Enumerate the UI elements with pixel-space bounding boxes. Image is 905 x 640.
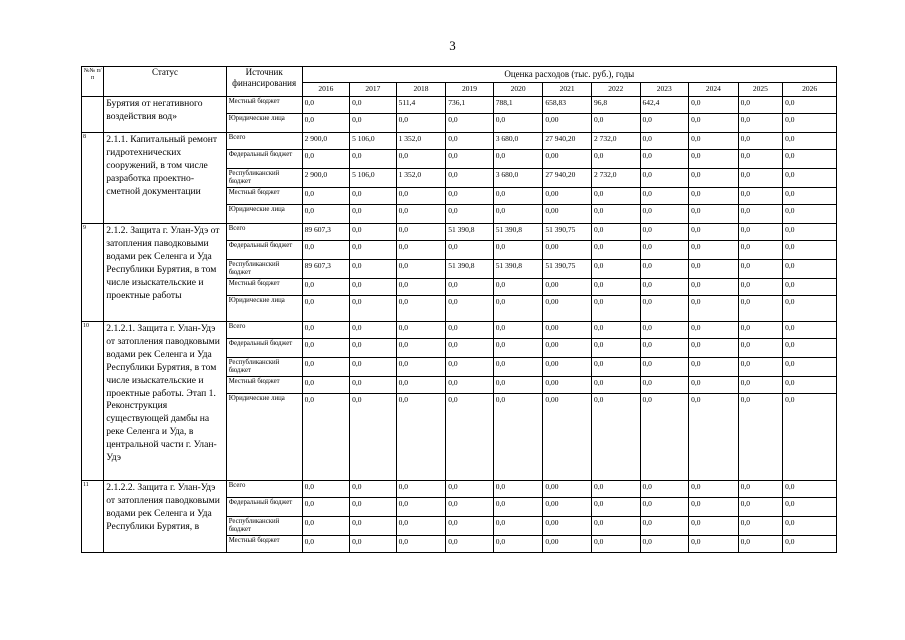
- amount-cell: 0,0: [302, 322, 350, 339]
- amount-cell: 0,0: [446, 169, 494, 188]
- amount-cell: 0,0: [640, 260, 689, 279]
- row-number: 10: [82, 322, 104, 481]
- amount-cell: 0,0: [783, 260, 837, 279]
- amount-cell: 0,0: [738, 169, 783, 188]
- amount-cell: 0,00: [543, 114, 592, 133]
- expenses-table: [81, 66, 837, 553]
- amount-cell: 0,0: [350, 97, 397, 114]
- funding-source: Всего: [226, 133, 302, 150]
- amount-cell: 0,0: [493, 377, 543, 394]
- amount-cell: 0,0: [591, 358, 640, 377]
- amount-cell: 0,00: [543, 241, 592, 260]
- amount-cell: 0,0: [689, 169, 739, 188]
- amount-cell: 2 732,0: [591, 133, 640, 150]
- amount-cell: 0,0: [783, 114, 837, 133]
- row-number: 11: [82, 481, 104, 553]
- amount-cell: 0,00: [543, 205, 592, 224]
- amount-cell: 0,0: [738, 188, 783, 205]
- amount-cell: 0,0: [689, 339, 739, 358]
- header-status: Статус: [104, 67, 226, 97]
- amount-cell: 0,0: [302, 339, 350, 358]
- amount-cell: 0,0: [350, 536, 397, 553]
- amount-cell: 0,0: [640, 241, 689, 260]
- amount-cell: 0,0: [783, 150, 837, 169]
- amount-cell: 0,0: [350, 339, 397, 358]
- amount-cell: 0,0: [689, 97, 739, 114]
- amount-cell: 0,0: [446, 279, 494, 296]
- table-row: [82, 322, 837, 339]
- amount-cell: 0,0: [689, 224, 739, 241]
- funding-source: Республиканский бюджет: [226, 169, 302, 188]
- table-row: [82, 481, 837, 498]
- amount-cell: 51 390,8: [446, 260, 494, 279]
- amount-cell: 0,0: [738, 150, 783, 169]
- amount-cell: 0,0: [738, 358, 783, 377]
- amount-cell: 0,0: [350, 296, 397, 322]
- amount-cell: 0,0: [446, 296, 494, 322]
- amount-cell: 0,0: [493, 205, 543, 224]
- amount-cell: 0,0: [350, 188, 397, 205]
- amount-cell: 27 940,20: [543, 133, 592, 150]
- amount-cell: 0,0: [591, 498, 640, 517]
- amount-cell: 0,0: [396, 205, 446, 224]
- amount-cell: 0,0: [350, 377, 397, 394]
- amount-cell: 1 352,0: [396, 169, 446, 188]
- year-header: 2018: [396, 83, 446, 97]
- funding-source: Юридические лица: [226, 114, 302, 133]
- amount-cell: 0,00: [543, 322, 592, 339]
- amount-cell: 0,0: [591, 224, 640, 241]
- amount-cell: 0,0: [591, 339, 640, 358]
- funding-source: Юридические лица: [226, 296, 302, 322]
- amount-cell: 0,0: [302, 114, 350, 133]
- amount-cell: 0,0: [783, 296, 837, 322]
- amount-cell: 0,0: [493, 296, 543, 322]
- amount-cell: 0,0: [446, 339, 494, 358]
- amount-cell: 0,0: [640, 394, 689, 481]
- amount-cell: 0,0: [446, 481, 494, 498]
- amount-cell: 0,0: [738, 498, 783, 517]
- funding-source: Республиканский бюджет: [226, 517, 302, 536]
- amount-cell: 0,0: [640, 358, 689, 377]
- amount-cell: 0,0: [302, 188, 350, 205]
- amount-cell: 0,0: [396, 241, 446, 260]
- amount-cell: 0,0: [446, 150, 494, 169]
- amount-cell: 0,0: [302, 296, 350, 322]
- amount-cell: 0,0: [493, 358, 543, 377]
- page-number: 3: [449, 38, 456, 53]
- table-row: [82, 133, 837, 150]
- amount-cell: 0,0: [350, 498, 397, 517]
- amount-cell: 0,0: [640, 224, 689, 241]
- amount-cell: 51 390,8: [446, 224, 494, 241]
- amount-cell: 0,0: [350, 241, 397, 260]
- amount-cell: 0,00: [543, 517, 592, 536]
- year-header: 2016: [302, 83, 350, 97]
- amount-cell: 1 352,0: [396, 133, 446, 150]
- amount-cell: 0,0: [350, 224, 397, 241]
- amount-cell: 511,4: [396, 97, 446, 114]
- funding-source: Местный бюджет: [226, 279, 302, 296]
- funding-source: Республиканский бюджет: [226, 260, 302, 279]
- amount-cell: 5 106,0: [350, 133, 397, 150]
- amount-cell: 0,0: [493, 394, 543, 481]
- row-number: 9: [82, 224, 104, 322]
- amount-cell: 0,0: [591, 279, 640, 296]
- amount-cell: 0,0: [493, 536, 543, 553]
- amount-cell: 0,0: [738, 241, 783, 260]
- amount-cell: 0,0: [689, 241, 739, 260]
- amount-cell: 0,0: [738, 481, 783, 498]
- amount-cell: 0,0: [493, 498, 543, 517]
- amount-cell: 0,0: [302, 377, 350, 394]
- amount-cell: 0,0: [689, 188, 739, 205]
- amount-cell: 2 900,0: [302, 133, 350, 150]
- amount-cell: 0,0: [350, 517, 397, 536]
- amount-cell: 0,0: [738, 114, 783, 133]
- amount-cell: 0,0: [783, 133, 837, 150]
- amount-cell: 0,0: [591, 114, 640, 133]
- amount-cell: 0,0: [396, 279, 446, 296]
- amount-cell: 0,0: [738, 224, 783, 241]
- amount-cell: 0,0: [591, 205, 640, 224]
- amount-cell: 0,0: [640, 114, 689, 133]
- amount-cell: 0,0: [689, 498, 739, 517]
- amount-cell: 0,0: [640, 133, 689, 150]
- amount-cell: 0,0: [783, 358, 837, 377]
- funding-source: Местный бюджет: [226, 188, 302, 205]
- amount-cell: 3 680,0: [493, 169, 543, 188]
- amount-cell: 0,0: [689, 205, 739, 224]
- amount-cell: 0,0: [302, 481, 350, 498]
- year-header: 2020: [493, 83, 543, 97]
- amount-cell: 0,0: [446, 205, 494, 224]
- year-header: 2022: [591, 83, 640, 97]
- amount-cell: 0,0: [591, 260, 640, 279]
- amount-cell: 96,8: [591, 97, 640, 114]
- amount-cell: 0,00: [543, 279, 592, 296]
- amount-cell: 0,0: [591, 241, 640, 260]
- funding-source: Юридические лица: [226, 205, 302, 224]
- amount-cell: 0,0: [689, 394, 739, 481]
- funding-source: Всего: [226, 322, 302, 339]
- amount-cell: 0,0: [302, 394, 350, 481]
- amount-cell: 0,0: [396, 358, 446, 377]
- amount-cell: 0,0: [640, 169, 689, 188]
- amount-cell: 0,0: [640, 322, 689, 339]
- amount-cell: 0,0: [493, 279, 543, 296]
- amount-cell: 0,0: [396, 498, 446, 517]
- amount-cell: 0,0: [446, 517, 494, 536]
- amount-cell: 0,0: [446, 133, 494, 150]
- funding-source: Всего: [226, 481, 302, 498]
- status-text: 2.1.1. Капитальный ремонт гидротехнических сооружений, в том числе разработка проектно-сметной документации: [104, 133, 226, 224]
- amount-cell: 0,0: [640, 498, 689, 517]
- amount-cell: 0,00: [543, 339, 592, 358]
- amount-cell: 0,0: [738, 377, 783, 394]
- amount-cell: 0,00: [543, 498, 592, 517]
- amount-cell: 0,0: [396, 150, 446, 169]
- amount-cell: 0,0: [302, 498, 350, 517]
- amount-cell: 0,0: [738, 322, 783, 339]
- amount-cell: 51 390,75: [543, 260, 592, 279]
- amount-cell: 0,0: [446, 394, 494, 481]
- amount-cell: 89 607,3: [302, 260, 350, 279]
- amount-cell: 0,0: [783, 97, 837, 114]
- amount-cell: 2 900,0: [302, 169, 350, 188]
- amount-cell: 0,0: [591, 188, 640, 205]
- amount-cell: 0,00: [543, 358, 592, 377]
- amount-cell: 658,83: [543, 97, 592, 114]
- amount-cell: 0,0: [783, 517, 837, 536]
- amount-cell: 0,0: [640, 279, 689, 296]
- amount-cell: 0,0: [591, 394, 640, 481]
- amount-cell: 0,0: [783, 339, 837, 358]
- amount-cell: 0,0: [640, 296, 689, 322]
- amount-cell: 51 390,8: [493, 224, 543, 241]
- amount-cell: 0,0: [446, 498, 494, 517]
- amount-cell: 0,0: [738, 536, 783, 553]
- table-row: [82, 97, 837, 114]
- amount-cell: 0,0: [738, 339, 783, 358]
- amount-cell: 0,0: [738, 517, 783, 536]
- amount-cell: 0,0: [446, 377, 494, 394]
- status-text: Бурятия от негативного воздействия вод»: [104, 97, 226, 133]
- amount-cell: 0,0: [738, 296, 783, 322]
- amount-cell: 0,0: [302, 358, 350, 377]
- amount-cell: 0,0: [689, 377, 739, 394]
- amount-cell: 0,00: [543, 188, 592, 205]
- amount-cell: 0,0: [350, 481, 397, 498]
- funding-source: Федеральный бюджет: [226, 150, 302, 169]
- funding-source: Юридические лица: [226, 394, 302, 481]
- amount-cell: 0,0: [350, 358, 397, 377]
- amount-cell: 0,0: [350, 150, 397, 169]
- amount-cell: 0,0: [689, 481, 739, 498]
- header-source: Источник финансирования: [226, 67, 302, 97]
- funding-source: Республиканский бюджет: [226, 358, 302, 377]
- amount-cell: 0,0: [493, 339, 543, 358]
- amount-cell: 0,0: [396, 377, 446, 394]
- amount-cell: 0,0: [493, 517, 543, 536]
- amount-cell: 0,0: [493, 114, 543, 133]
- amount-cell: 0,0: [783, 498, 837, 517]
- amount-cell: 0,0: [396, 339, 446, 358]
- amount-cell: 0,0: [446, 188, 494, 205]
- amount-cell: 0,0: [350, 260, 397, 279]
- amount-cell: 0,0: [493, 241, 543, 260]
- amount-cell: 0,0: [689, 133, 739, 150]
- amount-cell: 0,00: [543, 394, 592, 481]
- amount-cell: 0,0: [640, 205, 689, 224]
- amount-cell: 0,0: [302, 536, 350, 553]
- year-header: 2019: [446, 83, 494, 97]
- row-number: [82, 97, 104, 133]
- amount-cell: 51 390,8: [493, 260, 543, 279]
- amount-cell: 51 390,75: [543, 224, 592, 241]
- amount-cell: 0,0: [493, 150, 543, 169]
- status-text: 2.1.2. Защита г. Улан-Удэ от затопления паводковыми водами рек Селенга и Уда Республики Бурятия, в том числе изыскательские и проектные работы: [104, 224, 226, 322]
- amount-cell: 0,0: [640, 517, 689, 536]
- amount-cell: 0,00: [543, 377, 592, 394]
- amount-cell: 0,0: [689, 279, 739, 296]
- amount-cell: 0,0: [689, 517, 739, 536]
- amount-cell: 0,0: [689, 322, 739, 339]
- amount-cell: 0,0: [302, 517, 350, 536]
- funding-source: Местный бюджет: [226, 377, 302, 394]
- amount-cell: 0,0: [350, 205, 397, 224]
- amount-cell: 0,0: [446, 536, 494, 553]
- amount-cell: 0,0: [396, 296, 446, 322]
- amount-cell: 0,0: [396, 322, 446, 339]
- amount-cell: 0,0: [446, 241, 494, 260]
- amount-cell: 642,4: [640, 97, 689, 114]
- funding-source: Всего: [226, 224, 302, 241]
- amount-cell: 5 106,0: [350, 169, 397, 188]
- amount-cell: 0,0: [396, 260, 446, 279]
- amount-cell: 0,0: [396, 481, 446, 498]
- amount-cell: 0,0: [640, 150, 689, 169]
- amount-cell: 0,0: [640, 188, 689, 205]
- year-header: 2021: [543, 83, 592, 97]
- table-row: [82, 224, 837, 241]
- amount-cell: 0,0: [689, 114, 739, 133]
- amount-cell: 0,0: [783, 205, 837, 224]
- year-header: 2023: [640, 83, 689, 97]
- amount-cell: 0,0: [350, 322, 397, 339]
- amount-cell: 0,0: [738, 133, 783, 150]
- status-text: 2.1.2.1. Защита г. Улан-Удэ от затопления паводковыми водами рек Селенга и Уда Республики Бурятия, в том числе изыскательские и проектные работы. Этап 1. Реконструкция существующей дамбы на реке Селенга и Уда, в центральной части г. Улан-Удэ: [104, 322, 226, 481]
- amount-cell: 0,0: [783, 224, 837, 241]
- amount-cell: 0,0: [446, 358, 494, 377]
- amount-cell: 788,1: [493, 97, 543, 114]
- amount-cell: 2 732,0: [591, 169, 640, 188]
- amount-cell: 0,0: [396, 517, 446, 536]
- amount-cell: 0,0: [302, 150, 350, 169]
- amount-cell: 0,0: [350, 394, 397, 481]
- amount-cell: 0,0: [493, 188, 543, 205]
- amount-cell: 0,0: [783, 279, 837, 296]
- amount-cell: 0,0: [396, 114, 446, 133]
- amount-cell: 3 680,0: [493, 133, 543, 150]
- table-body: [82, 97, 837, 553]
- amount-cell: 0,0: [591, 536, 640, 553]
- amount-cell: 0,0: [738, 279, 783, 296]
- amount-cell: 0,0: [396, 188, 446, 205]
- funding-source: Местный бюджет: [226, 97, 302, 114]
- amount-cell: 0,0: [738, 394, 783, 481]
- year-header: 2024: [689, 83, 739, 97]
- year-header: 2017: [350, 83, 397, 97]
- amount-cell: 0,0: [446, 322, 494, 339]
- amount-cell: 0,0: [783, 188, 837, 205]
- amount-cell: 0,0: [783, 377, 837, 394]
- amount-cell: 0,00: [543, 536, 592, 553]
- amount-cell: 0,00: [543, 296, 592, 322]
- amount-cell: 0,0: [738, 97, 783, 114]
- amount-cell: 0,0: [591, 517, 640, 536]
- header-num: №№ п/п: [82, 67, 104, 97]
- funding-source: Федеральный бюджет: [226, 498, 302, 517]
- amount-cell: 27 940,20: [543, 169, 592, 188]
- amount-cell: 0,0: [396, 536, 446, 553]
- amount-cell: 0,0: [591, 322, 640, 339]
- amount-cell: 0,0: [689, 536, 739, 553]
- amount-cell: 0,0: [738, 205, 783, 224]
- amount-cell: 0,0: [591, 150, 640, 169]
- amount-cell: 0,0: [783, 481, 837, 498]
- header-row: [82, 67, 837, 83]
- amount-cell: 0,0: [302, 205, 350, 224]
- amount-cell: 0,0: [689, 358, 739, 377]
- header-estimate: Оценка расходов (тыс. руб.), годы: [302, 67, 836, 83]
- funding-source: Местный бюджет: [226, 536, 302, 553]
- amount-cell: 0,0: [396, 394, 446, 481]
- status-text: 2.1.2.2. Защита г. Улан-Удэ от затопления паводковыми водами рек Селенга и Уда Республики Бурятия, в: [104, 481, 226, 553]
- year-header: 2026: [783, 83, 837, 97]
- amount-cell: 0,0: [302, 97, 350, 114]
- amount-cell: 0,0: [783, 241, 837, 260]
- amount-cell: 0,0: [446, 114, 494, 133]
- amount-cell: 0,0: [640, 339, 689, 358]
- amount-cell: 0,0: [783, 169, 837, 188]
- amount-cell: 0,0: [640, 536, 689, 553]
- amount-cell: 0,0: [783, 536, 837, 553]
- amount-cell: 0,0: [689, 260, 739, 279]
- amount-cell: 0,0: [689, 296, 739, 322]
- amount-cell: 0,00: [543, 481, 592, 498]
- amount-cell: 0,0: [493, 322, 543, 339]
- amount-cell: 0,0: [350, 279, 397, 296]
- amount-cell: 89 607,3: [302, 224, 350, 241]
- amount-cell: 0,0: [640, 481, 689, 498]
- row-number: 8: [82, 133, 104, 224]
- funding-source: Федеральный бюджет: [226, 241, 302, 260]
- amount-cell: 0,0: [302, 279, 350, 296]
- amount-cell: 0,0: [591, 481, 640, 498]
- amount-cell: 0,00: [543, 150, 592, 169]
- amount-cell: 0,0: [591, 377, 640, 394]
- amount-cell: 0,0: [302, 241, 350, 260]
- amount-cell: 0,0: [591, 296, 640, 322]
- year-header: 2025: [738, 83, 783, 97]
- amount-cell: 0,0: [783, 322, 837, 339]
- amount-cell: 0,0: [640, 377, 689, 394]
- amount-cell: 0,0: [689, 150, 739, 169]
- amount-cell: 0,0: [783, 394, 837, 481]
- amount-cell: 0,0: [493, 481, 543, 498]
- amount-cell: 0,0: [738, 260, 783, 279]
- amount-cell: 0,0: [396, 224, 446, 241]
- funding-source: Федеральный бюджет: [226, 339, 302, 358]
- amount-cell: 736,1: [446, 97, 494, 114]
- amount-cell: 0,0: [350, 114, 397, 133]
